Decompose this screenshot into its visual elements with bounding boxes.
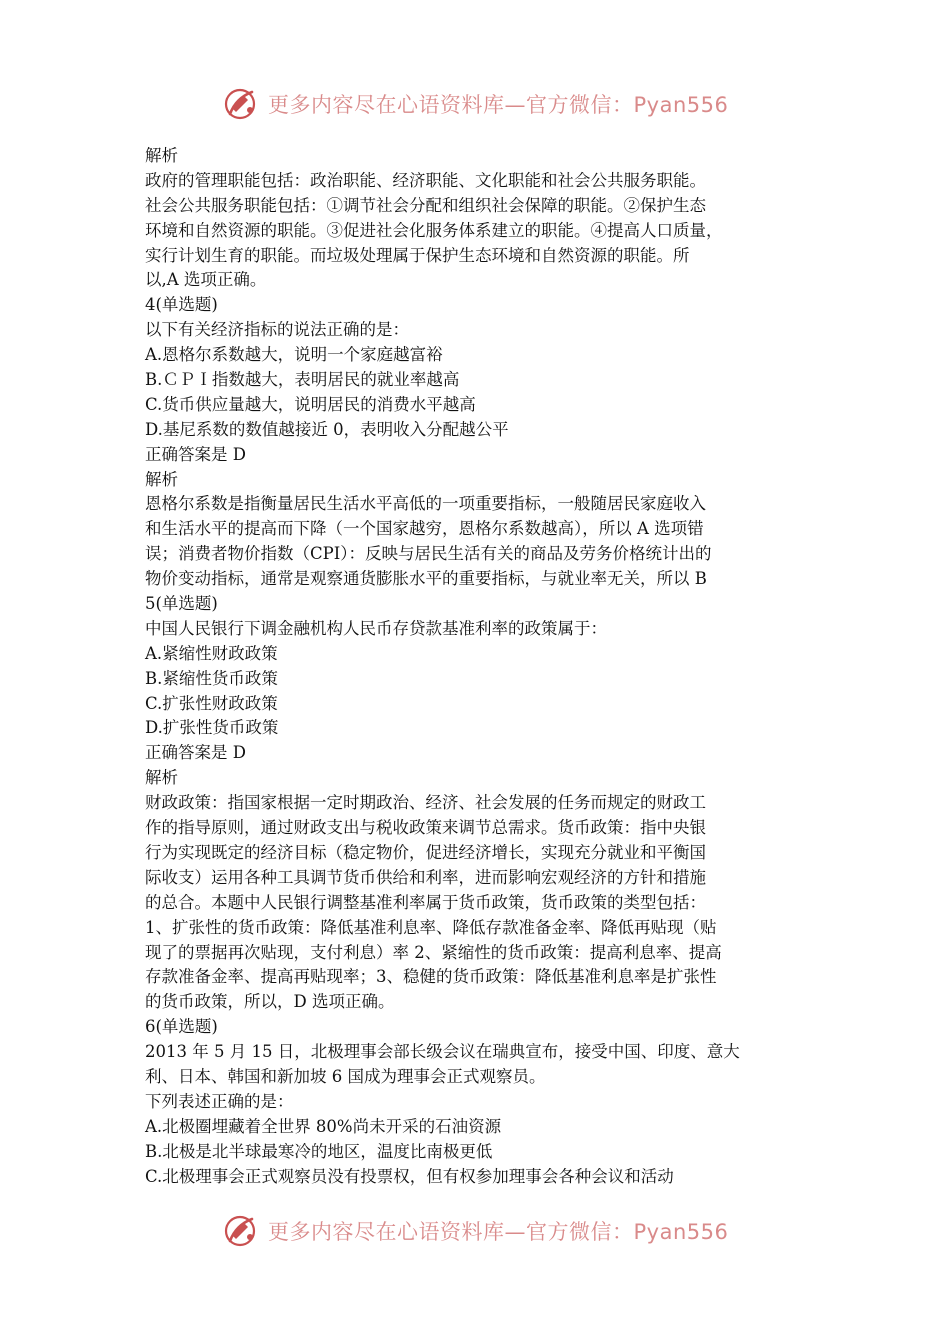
text-line: B.北极是北半球最寒冷的地区，温度比南极更低 bbox=[145, 1141, 493, 1161]
pen-logo-icon bbox=[222, 1211, 262, 1251]
text-line: 4(单选题) bbox=[145, 295, 218, 315]
text-line: A.北极圈埋藏着全世界 80%尚未开采的石油资源 bbox=[145, 1116, 502, 1136]
text-line: 社会公共服务职能包括：①调节社会分配和组织社会保障的职能。②保护生态 bbox=[145, 195, 706, 215]
text-line: 财政政策：指国家根据一定时期政治、经济、社会发展的任务而规定的财政工 bbox=[145, 793, 706, 813]
text-line: 正确答案是 D bbox=[145, 743, 246, 763]
footer-banner-text: 更多内容尽在心语资料库—官方微信：Pyan556 bbox=[268, 1220, 729, 1244]
text-line: 1、扩张性的货币政策：降低基准利息率、降低存款准备金率、降低再贴现（贴 bbox=[145, 917, 717, 937]
text-line: A.紧缩性财政政策 bbox=[145, 643, 278, 663]
text-line: 物价变动指标，通常是观察通货膨胀水平的重要指标，与就业率无关，所以 B bbox=[145, 569, 707, 589]
text-line: 正确答案是 D bbox=[145, 444, 246, 464]
footer-banner bbox=[222, 1211, 742, 1251]
text-line: 解析 bbox=[145, 768, 178, 788]
text-line: 的总合。本题中人民银行调整基准利率属于货币政策，货币政策的类型包括： bbox=[145, 892, 706, 912]
text-line: B.ＣＰＩ指数越大，表明居民的就业率越高 bbox=[145, 370, 460, 390]
pen-logo-icon bbox=[222, 84, 262, 124]
text-line: D.扩张性货币政策 bbox=[145, 718, 279, 738]
text-line: 存款准备金率、提高再贴现率；3、稳健的货币政策：降低基准利息率是扩张性 bbox=[145, 967, 717, 987]
text-line: 和生活水平的提高而下降（一个国家越穷，恩格尔系数越高），所以 A 选项错 bbox=[145, 519, 704, 539]
text-line: C.扩张性财政政策 bbox=[145, 693, 278, 713]
text-line: 2013 年 5 月 15 日，北极理事会部长级会议在瑞典宣布，接受中国、印度、意大 bbox=[145, 1042, 740, 1062]
text-line: 的货币政策，所以，D 选项正确。 bbox=[145, 992, 395, 1012]
text-line: 际收支）运用各种工具调节货币供给和利率，进而影响宏观经济的方针和措施 bbox=[145, 867, 706, 887]
text-line: 现了的票据再次贴现，支付利息）率 2、紧缩性的货币政策：提高利息率、提高 bbox=[145, 942, 722, 962]
text-line: 作的指导原则，通过财政支出与税收政策来调节总需求。货币政策：指中央银 bbox=[145, 818, 706, 838]
text-line: A.恩格尔系数越大，说明一个家庭越富裕 bbox=[145, 345, 443, 365]
text-line: 政府的管理职能包括：政治职能、经济职能、文化职能和社会公共服务职能。 bbox=[145, 170, 706, 190]
text-line: 解析 bbox=[145, 469, 178, 489]
text-line: 以下有关经济指标的说法正确的是： bbox=[145, 320, 409, 340]
text-line: 5(单选题) bbox=[145, 594, 218, 614]
text-line: D.基尼系数的数值越接近 0，表明收入分配越公平 bbox=[145, 419, 509, 439]
header-banner-text: 更多内容尽在心语资料库—官方微信：Pyan556 bbox=[268, 93, 729, 117]
text-line: 实行计划生育的职能。而垃圾处理属于保护生态环境和自然资源的职能。所 bbox=[145, 245, 690, 265]
text-line: 下列表述正确的是： bbox=[145, 1091, 294, 1111]
text-line: 6(单选题) bbox=[145, 1017, 218, 1037]
text-line: 环境和自然资源的职能。③促进社会化服务体系建立的职能。④提高人口质量， bbox=[145, 220, 723, 240]
text-line: 恩格尔系数是指衡量居民生活水平高低的一项重要指标，一般随居民家庭收入 bbox=[145, 494, 706, 514]
text-line: 行为实现既定的经济目标（稳定物价，促进经济增长，实现充分就业和平衡国 bbox=[145, 842, 706, 862]
text-line: 利、日本、韩国和新加坡 6 国成为理事会正式观察员。 bbox=[145, 1066, 546, 1086]
document-body bbox=[145, 144, 815, 1189]
text-line: B.紧缩性货币政策 bbox=[145, 668, 278, 688]
text-line: C.货币供应量越大，说明居民的消费水平越高 bbox=[145, 394, 476, 414]
text-line: 以,A 选项正确。 bbox=[145, 270, 267, 290]
text-line: 中国人民银行下调金融机构人民币存贷款基准利率的政策属于： bbox=[145, 618, 607, 638]
text-line: 误；消费者物价指数（CPI）：反映与居民生活有关的商品及劳务价格统计出的 bbox=[145, 544, 712, 564]
text-line: 解析 bbox=[145, 146, 178, 165]
header-banner bbox=[222, 84, 742, 124]
text-line: C.北极理事会正式观察员没有投票权，但有权参加理事会各种会议和活动 bbox=[145, 1166, 674, 1186]
